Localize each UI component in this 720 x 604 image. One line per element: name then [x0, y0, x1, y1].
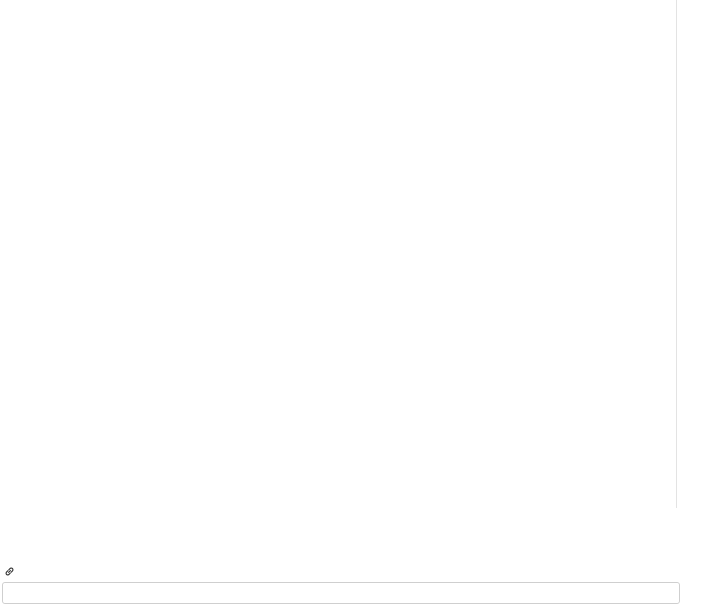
bottom-panel — [2, 582, 680, 604]
table-right-border — [676, 0, 677, 508]
sources-link[interactable] — [4, 566, 17, 578]
link-icon — [4, 566, 15, 577]
